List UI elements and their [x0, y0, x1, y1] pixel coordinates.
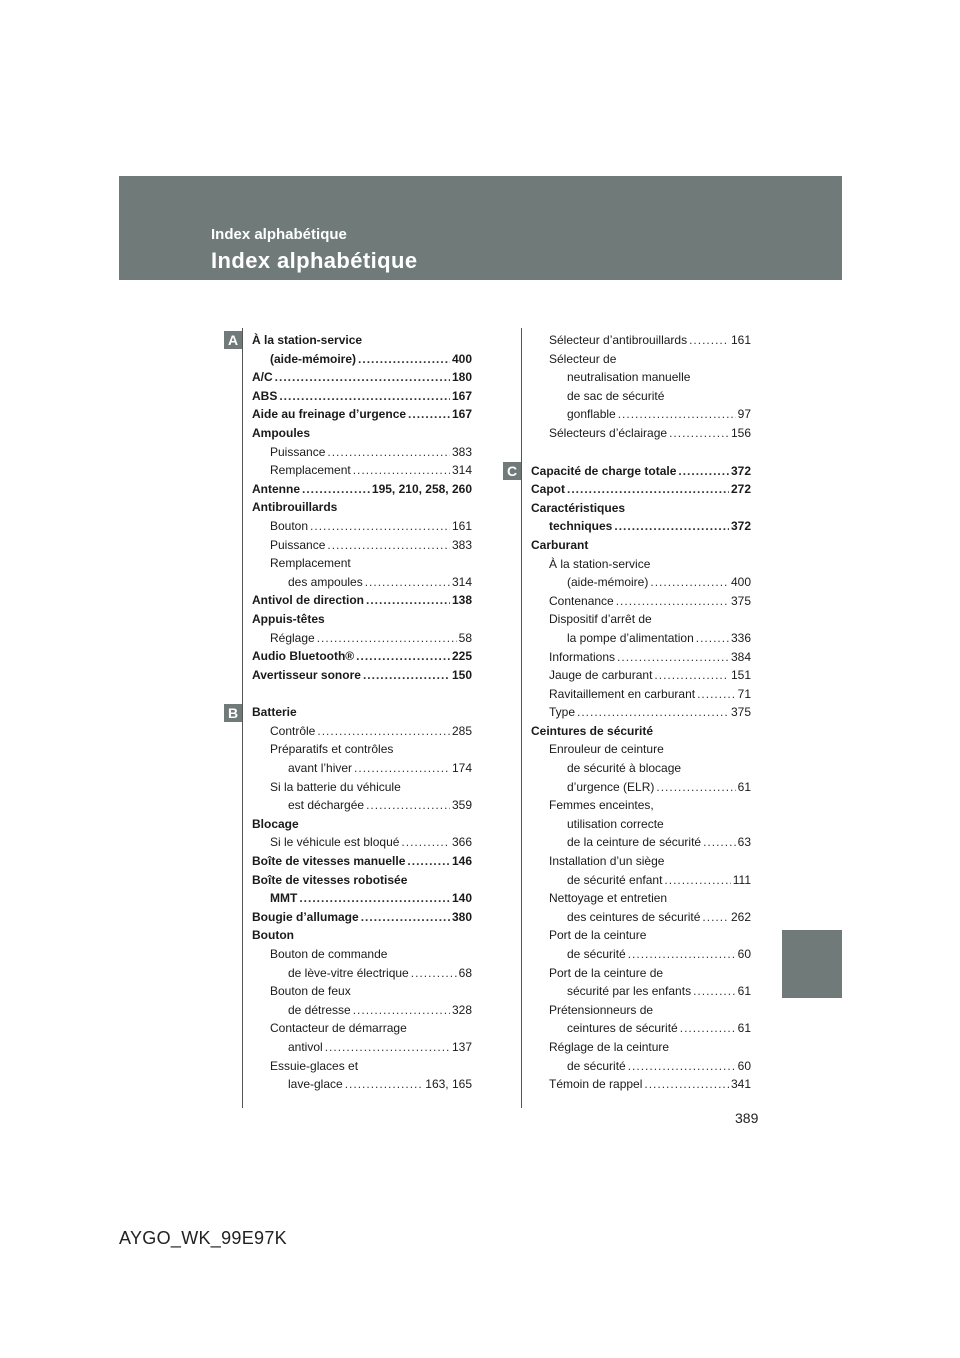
index-entry-text: ABS	[252, 388, 278, 403]
index-entry-text: Ampoules	[252, 425, 311, 440]
index-entry-text: (aide-mémoire)	[270, 351, 357, 366]
page-header	[119, 176, 842, 280]
index-entry	[252, 666, 472, 685]
index-entry-page: 375	[730, 705, 751, 720]
index-entry	[531, 1057, 751, 1076]
dot-leader	[577, 703, 729, 722]
index-entry-page: 61	[737, 984, 751, 999]
index-entry-text: Bouton de feux	[270, 984, 351, 999]
index-entry	[252, 964, 472, 983]
index-entry	[531, 1019, 751, 1038]
dot-leader	[628, 945, 736, 964]
index-entry	[531, 796, 751, 815]
index-entry	[252, 610, 472, 629]
index-entry	[531, 480, 751, 499]
index-entry-text: ceintures de sécurité	[567, 1021, 678, 1036]
index-entry-page: 146	[451, 854, 472, 869]
index-entry-text: Antenne	[252, 481, 300, 496]
index-entry	[252, 1001, 472, 1020]
index-entry-page: 359	[451, 798, 472, 813]
index-entry-text: de lève-vitre électrique	[288, 965, 409, 980]
index-entry-page: 60	[737, 947, 751, 961]
dot-leader	[356, 647, 450, 666]
index-entry-text: des ampoules	[288, 574, 363, 589]
dot-leader	[678, 462, 729, 481]
index-entry	[531, 1075, 751, 1094]
index-entry-text: utilisation correcte	[567, 816, 664, 831]
index-entry	[531, 350, 751, 369]
index-entry	[531, 368, 751, 387]
index-entry-text: Puissance	[270, 444, 326, 459]
dot-leader	[644, 1075, 729, 1094]
index-entry-text: Carburant	[531, 537, 589, 552]
dot-leader	[354, 759, 450, 778]
index-entry-text: de sécurité à blocage	[567, 761, 682, 776]
dot-leader	[353, 1001, 450, 1020]
index-entry-text: Essuie-glaces et	[270, 1058, 359, 1073]
dot-leader	[317, 629, 457, 648]
index-entry-page: 151	[730, 668, 751, 683]
index-entry-text: Remplacement	[270, 556, 351, 571]
index-entry	[531, 926, 751, 945]
dot-leader	[275, 368, 450, 387]
index-entry-text: Prétensionneurs de	[549, 1002, 654, 1017]
index-entry	[252, 554, 472, 573]
index-entry	[531, 778, 751, 797]
index-entry-text: Préparatifs et contrôles	[270, 742, 394, 757]
index-entry-text: Ceintures de sécurité	[531, 723, 654, 738]
index-entry	[531, 1038, 751, 1057]
index-entry-page: 328	[451, 1002, 472, 1017]
index-entry-text: À la station-service	[252, 333, 363, 347]
index-entry-page: 61	[737, 779, 751, 794]
index-entry-text: Sélecteur de	[549, 351, 617, 366]
index-entry-text: Antibrouillards	[252, 500, 338, 515]
header-subtitle: Index alphabétique	[211, 226, 347, 243]
index-entry-text: neutralisation manuelle	[567, 370, 691, 385]
dot-leader	[279, 387, 450, 406]
dot-leader	[317, 722, 450, 741]
index-entry-text: Si la batterie du véhicule	[270, 779, 401, 794]
index-entry	[531, 815, 751, 834]
page-number: 389	[735, 1110, 759, 1126]
index-entry	[252, 1019, 472, 1038]
index-entry-page: 314	[451, 463, 472, 478]
index-entry-text: gonflable	[567, 407, 616, 422]
index-entry-text: Port de la ceinture de	[549, 965, 664, 980]
dot-leader	[310, 517, 450, 536]
index-entry-text: avant l’hiver	[288, 761, 353, 776]
index-entry	[252, 889, 472, 908]
dot-leader	[654, 666, 729, 685]
index-entry-text: Capacité de charge totale	[531, 463, 677, 478]
index-entry	[531, 833, 751, 852]
index-entry-text: Contrôle	[270, 723, 316, 738]
index-entry	[252, 387, 472, 406]
index-entry-text: des ceintures de sécurité	[567, 909, 701, 924]
dot-leader	[411, 964, 457, 983]
index-entry	[531, 871, 751, 890]
header-title: Index alphabétique	[211, 248, 418, 273]
index-entry-page: 174	[451, 761, 472, 776]
index-entry-page: 111	[732, 872, 751, 887]
index-entry	[252, 331, 472, 350]
index-entry-page: 314	[451, 574, 472, 589]
dot-leader	[696, 629, 729, 648]
index-entry-page: 400	[730, 575, 751, 590]
index-entry-page: 137	[451, 1039, 472, 1054]
dot-leader	[656, 778, 735, 797]
index-entry-page: 180	[451, 370, 472, 385]
index-entry-text: Antivol de direction	[252, 593, 365, 608]
index-entry-text: Boîte de vitesses robotisée	[252, 872, 408, 887]
dot-leader	[664, 871, 730, 890]
index-entry-text: d’urgence (ELR)	[567, 779, 655, 794]
dot-leader	[689, 331, 729, 350]
index-entry	[252, 443, 472, 462]
index-entry-page: 58	[458, 630, 472, 645]
index-entry-text: MMT	[270, 891, 298, 906]
index-entry-page: 68	[458, 965, 472, 980]
index-entry-text: Enrouleur de ceinture	[549, 742, 664, 757]
index-entry-page: 163, 165	[425, 1077, 472, 1092]
index-entry-page: 156	[730, 425, 751, 440]
index-entry	[531, 982, 751, 1001]
dot-leader	[325, 1038, 450, 1057]
index-entry	[531, 908, 751, 927]
dot-leader	[618, 405, 736, 424]
index-entry-text: Caractéristiques	[531, 500, 626, 515]
index-entry	[252, 833, 472, 852]
dot-leader	[401, 833, 450, 852]
index-entry-page: 366	[451, 835, 472, 850]
index-entry	[252, 573, 472, 592]
index-entry-text: Bougie d’allumage	[252, 909, 359, 924]
index-entry-text: Puissance	[270, 537, 326, 552]
index-entry-page: 400	[451, 351, 472, 366]
index-entry-page: 61	[737, 1021, 751, 1036]
index-entry-page: 195, 210, 258, 260	[371, 481, 472, 496]
dot-leader	[669, 424, 729, 443]
index-entry-page: 341	[730, 1077, 751, 1092]
index-entry-text: Avertisseur sonore	[252, 667, 361, 682]
index-entry-text: Audio Bluetooth®	[252, 649, 355, 664]
index-entry	[531, 740, 751, 759]
index-entry	[252, 350, 472, 369]
index-entry-text: Capot	[531, 482, 565, 497]
index-entry	[252, 591, 472, 610]
index-entry-page: 285	[451, 723, 472, 738]
index-entry	[252, 759, 472, 778]
dot-leader	[299, 889, 450, 908]
index-entry-page: 71	[737, 686, 751, 701]
index-entry-page: 140	[451, 891, 472, 906]
index-entry-text: Bouton	[270, 518, 309, 533]
dot-leader	[680, 1019, 736, 1038]
index-entry-text: Sélecteur d’antibrouillards	[549, 333, 688, 347]
index-entry-text: Batterie	[252, 705, 297, 720]
index-entry	[252, 945, 472, 964]
index-entry-page: 380	[451, 909, 472, 924]
index-entry	[252, 480, 472, 499]
index-entry-text: Ravitaillement en carburant	[549, 686, 696, 701]
index-entry-page: 262	[730, 909, 751, 924]
index-entry-text: Si le véhicule est bloqué	[270, 835, 400, 850]
index-entry	[252, 740, 472, 759]
section-letter-b: B	[224, 704, 242, 722]
index-entry-text: de sac de sécurité	[567, 388, 665, 403]
index-entry	[252, 815, 472, 834]
index-entry	[252, 405, 472, 424]
index-entry	[252, 722, 472, 741]
index-entry	[531, 573, 751, 592]
index-entry	[252, 778, 472, 797]
dot-leader	[361, 908, 450, 927]
dot-leader	[302, 480, 370, 499]
index-entry	[252, 703, 472, 722]
index-entry-text: de sécurité enfant	[567, 872, 663, 887]
index-entry	[531, 517, 751, 536]
dot-leader	[703, 833, 736, 852]
index-entry-text: À la station-service	[549, 556, 651, 571]
index-entry	[531, 610, 751, 629]
index-entry	[252, 461, 472, 480]
dot-leader	[408, 405, 450, 424]
index-entry	[531, 666, 751, 685]
index-entry	[252, 498, 472, 517]
index-entry	[252, 908, 472, 927]
dot-leader	[327, 536, 450, 555]
section-letter-c: C	[503, 462, 521, 480]
section-gap	[252, 684, 472, 703]
dot-leader	[650, 573, 729, 592]
index-entry-page: 60	[737, 1058, 751, 1073]
index-entry	[531, 424, 751, 443]
dot-leader	[693, 982, 736, 1001]
index-entry-page: 161	[451, 518, 472, 533]
index-entry-page: 167	[451, 388, 472, 403]
index-entry-text: est déchargée	[288, 798, 365, 813]
index-entry-text: Appuis-têtes	[252, 611, 325, 626]
dot-leader	[617, 648, 729, 667]
index-entry-text: Dispositif d’arrêt de	[549, 612, 652, 627]
index-entry-text: Témoin de rappel	[549, 1077, 643, 1092]
dot-leader	[363, 666, 450, 685]
index-entry-text: techniques	[549, 519, 613, 534]
dot-leader	[567, 480, 729, 499]
index-entry	[252, 368, 472, 387]
index-entry	[252, 517, 472, 536]
index-entry-text: de détresse	[288, 1002, 351, 1017]
index-entry	[531, 722, 751, 741]
index-entry	[252, 1057, 472, 1076]
dot-leader	[353, 461, 450, 480]
index-entry-text: Contacteur de démarrage	[270, 1021, 407, 1036]
index-entry-page: 97	[737, 407, 751, 422]
index-entry-text: de la ceinture de sécurité	[567, 835, 702, 850]
index-entry-page: 383	[451, 537, 472, 552]
dot-leader	[345, 1075, 424, 1094]
index-entry-text: antivol	[288, 1039, 323, 1054]
index-entry-text: la pompe d’alimentation	[567, 630, 694, 645]
index-entry-page: 272	[730, 482, 751, 497]
index-entry-text: Boîte de vitesses manuelle	[252, 854, 406, 869]
index-entry-text: Type	[549, 705, 576, 720]
column-divider-right	[521, 328, 522, 1108]
index-entry-text: de sécurité	[567, 1058, 626, 1073]
index-entry	[531, 405, 751, 424]
index-entry-text: Jauge de carburant	[549, 668, 653, 683]
dot-leader	[697, 685, 736, 704]
index-entry-page: 150	[451, 667, 472, 682]
index-entry-text: Réglage de la ceinture	[549, 1039, 670, 1054]
dot-leader	[407, 852, 450, 871]
index-entry	[531, 331, 751, 350]
index-entry-text: de sécurité	[567, 947, 626, 961]
index-entry	[531, 703, 751, 722]
index-entry	[531, 629, 751, 648]
index-entry	[252, 1038, 472, 1057]
index-entry-page: 167	[451, 407, 472, 422]
index-entry-text: Bouton	[252, 928, 294, 943]
index-entry-page: 336	[730, 630, 751, 645]
index-entry-page: 372	[730, 463, 751, 478]
index-entry-text: Femmes enceintes,	[549, 798, 654, 813]
index-entry	[531, 852, 751, 871]
index-entry-page: 383	[451, 444, 472, 459]
index-entry	[531, 387, 751, 406]
index-entry	[252, 796, 472, 815]
index-entry-text: Nettoyage et entretien	[549, 891, 668, 906]
index-entry	[252, 536, 472, 555]
section-letter-a: A	[224, 331, 242, 349]
index-entry	[531, 499, 751, 518]
index-column-right	[531, 331, 751, 1094]
index-entry	[531, 648, 751, 667]
index-entry	[252, 647, 472, 666]
index-entry-text: Réglage	[270, 630, 315, 645]
dot-leader	[616, 592, 729, 611]
index-entry-text: Blocage	[252, 816, 299, 831]
index-entry-page: 375	[730, 593, 751, 608]
index-entry	[252, 629, 472, 648]
index-entry-text: Port de la ceinture	[549, 928, 647, 943]
index-entry	[252, 982, 472, 1001]
dot-leader	[327, 443, 450, 462]
index-entry-page: 161	[730, 333, 751, 347]
index-entry-text: A/C	[252, 370, 273, 385]
index-entry-text: Sélecteurs d’éclairage	[549, 425, 668, 440]
section-side-tab	[782, 930, 842, 998]
index-entry-text: Aide au freinage d’urgence	[252, 407, 407, 422]
index-entry-page: 63	[737, 835, 751, 850]
index-entry-page: 372	[730, 519, 751, 534]
index-entry	[531, 759, 751, 778]
index-entry	[531, 685, 751, 704]
index-entry	[531, 945, 751, 964]
dot-leader	[702, 908, 729, 927]
index-entry	[531, 964, 751, 983]
index-entry	[531, 592, 751, 611]
index-entry-text: lave-glace	[288, 1077, 343, 1092]
dot-leader	[358, 350, 450, 369]
index-entry-text: Informations	[549, 649, 616, 664]
index-entry	[531, 555, 751, 574]
column-divider-left	[242, 328, 243, 1108]
index-entry	[252, 1075, 472, 1094]
dot-leader	[366, 591, 450, 610]
index-entry-text: Bouton de commande	[270, 947, 388, 961]
dot-leader	[365, 573, 450, 592]
index-entry	[252, 424, 472, 443]
document-code: AYGO_WK_99E97K	[119, 1228, 287, 1248]
index-entry	[531, 462, 751, 481]
index-entry	[531, 536, 751, 555]
index-entry	[531, 889, 751, 908]
dot-leader	[614, 517, 729, 536]
index-entry-page: 225	[451, 649, 472, 664]
index-entry-text: Contenance	[549, 593, 614, 608]
index-entry	[252, 871, 472, 890]
dot-leader	[366, 796, 450, 815]
index-entry-text: Installation d’un siège	[549, 854, 665, 869]
section-gap	[531, 443, 751, 462]
index-entry-page: 384	[730, 649, 751, 664]
index-column-left	[252, 331, 472, 1094]
dot-leader	[628, 1057, 736, 1076]
index-entry	[252, 926, 472, 945]
index-entry	[252, 852, 472, 871]
index-entry-page: 138	[451, 593, 472, 608]
index-entry-text: sécurité par les enfants	[567, 984, 692, 999]
index-entry-text: (aide-mémoire)	[567, 575, 649, 590]
index-entry	[531, 1001, 751, 1020]
index-entry-text: Remplacement	[270, 463, 351, 478]
